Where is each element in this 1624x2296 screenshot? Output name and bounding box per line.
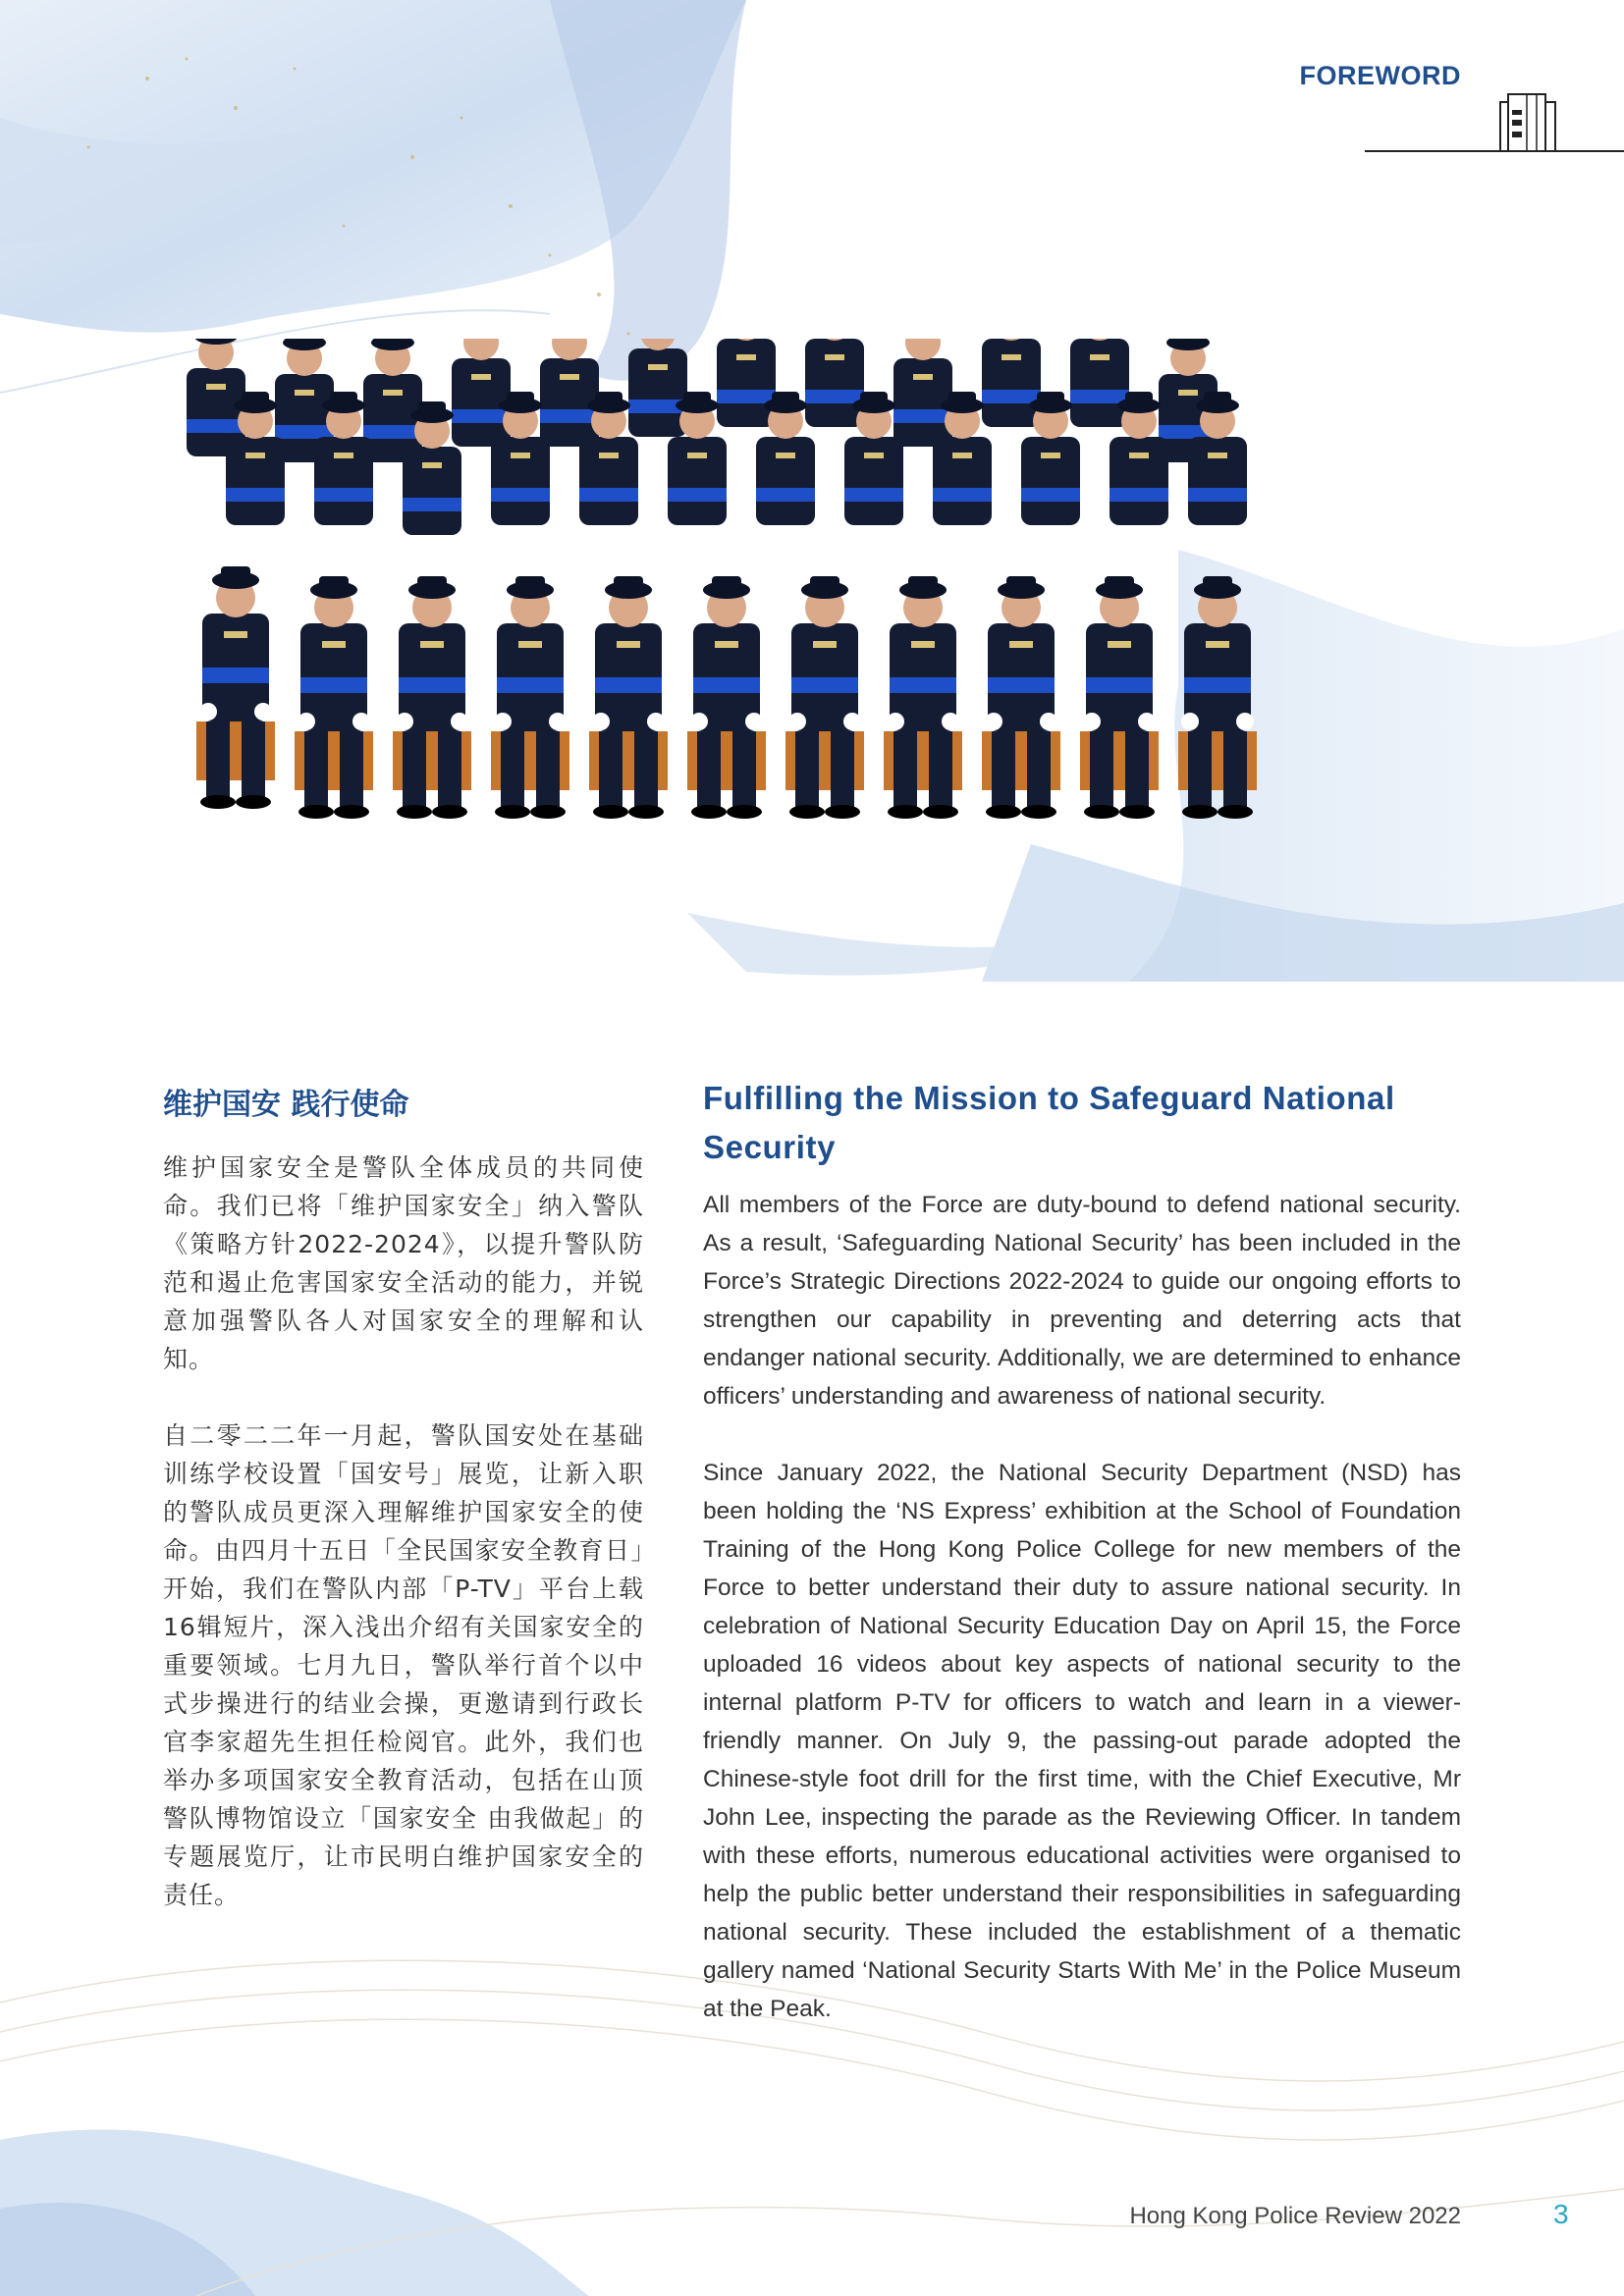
chinese-article	[163, 1080, 644, 1952]
chinese-paragraph-1: 维护国家安全是警队全体成员的共同使命。我们已将「维护国家安全」纳入警队《策略方针2022-2024》，以提升警队防范和遏止危害国家安全活动的能力，并锐意加强警队各人对国家安全的理解和认知。	[163, 1153, 644, 1373]
chinese-heading: 维护国安 践行使命	[163, 1088, 409, 1122]
building-line-icon	[1365, 90, 1624, 159]
english-paragraph-2: Since January 2022, the National Security Department (NSD) has been holding the ‘NS Express’ exhibition at the School of Foundation Training of the Hong Kong Police College for new members of the Force to better understand their duty to assure national security. In celebration of National Security Education Day on April 15, the Force uploaded 16 videos about key aspects of national security to the internal platform P-TV for officers to watch and learn in a viewer-friendly manner. On July 9, the passing-out parade adopted the Chinese-style foot drill for the first time, with the Chief Executive, Mr John Lee, inspecting the parade as the Reviewing Officer. In tandem with these efforts, numerous educational activities were organised to help the public better understand their responsibilities in safeguarding national security. These included the establishment of a thematic gallery named ‘National Security Starts With Me’ in the Police Museum at the Peak.	[703, 1460, 1461, 2022]
english-paragraph-1: All members of the Force are duty-bound to defend national security. As a result, ‘Safeguarding National Security’ has been included in the Force’s Strategic Directions 2022-2024 to guide our ongoing efforts to strengthen our capability in preventing and deterring acts that endanger national security. Additionally, we are determined to enhance officers’ understanding and awareness of national security.	[703, 1192, 1461, 1410]
page-number: 3	[1553, 2199, 1569, 2229]
chinese-paragraph-2: 自二零二二年一月起，警队国安处在基础训练学校设置「国安号」展览，让新入职的警队成员更深入理解维护国家安全的使命。由四月十五日「全民国家安全教育日」开始，我们在警队内部「P-TV」平台上载16辑短片，深入浅出介绍有关国家安全的重要领域。七月九日，警队举行首个以中式步操进行的结业会操，更邀请到行政长官李家超先生担任检阅官。此外，我们也举办多项国家安全教育活动，包括在山顶警队博物馆设立「国家安全 由我做起」的专题展览厅，让市民明白维护国家安全的责任。	[163, 1421, 644, 1909]
group-photo	[137, 339, 1512, 928]
english-heading: Fulfilling the Mission to Safeguard National Security	[703, 1080, 1395, 1165]
section-tag: FOREWORD	[1299, 61, 1461, 90]
publication-title: Hong Kong Police Review 2022	[1129, 2203, 1461, 2229]
english-article	[703, 1074, 1461, 2066]
